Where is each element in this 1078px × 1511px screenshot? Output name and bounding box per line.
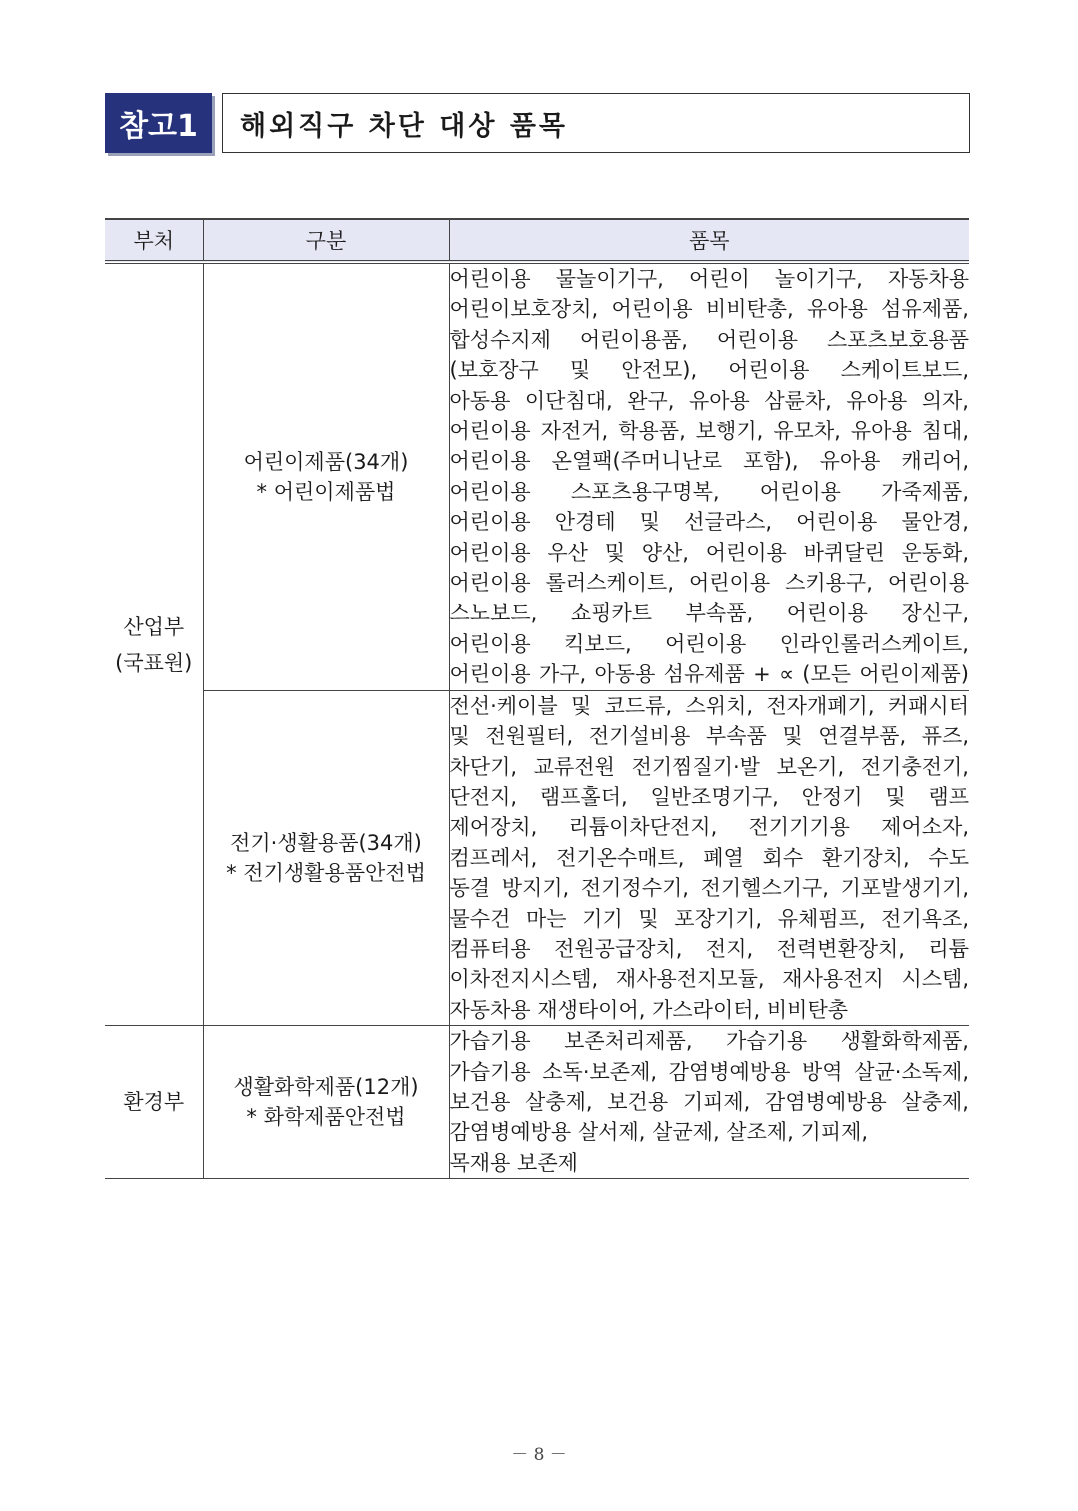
ministry-cell — [105, 1026, 203, 1179]
item-line: 제어장치, 리튬이차단전지, 전기기기용 제어소자, — [449, 815, 969, 840]
ministry-name: 산업부 — [123, 614, 185, 639]
item-line: 어린이용 온열팩(주머니난로 포함), 유아용 캐리어, — [449, 449, 969, 474]
reference-badge: 참고1 — [105, 93, 212, 153]
blocked-items-table — [105, 218, 969, 1179]
item-line: 및 전원필터, 전기설비용 부속품 및 연결부품, 퓨즈, — [449, 724, 969, 749]
item-line: 어린이용 안경테 및 선글라스, 어린이용 물안경, — [449, 510, 969, 535]
table-row — [105, 1026, 969, 1179]
item-line: 합성수지제 어린이용품, 어린이용 스포츠보호용품 — [449, 327, 969, 352]
items-cell — [449, 262, 969, 690]
category-cell — [203, 1026, 449, 1179]
items-cell — [449, 1026, 969, 1179]
item-line: 컴퓨터용 전원공급장치, 전지, 전력변환장치, 리튬 — [449, 936, 969, 961]
item-line: 전선·케이블 및 코드류, 스위치, 전자개폐기, 커패시터 — [449, 693, 969, 718]
item-line: 가습기용 보존처리제품, 가습기용 생활화학제품, — [449, 1029, 969, 1054]
item-line: 어린이용 킥보드, 어린이용 인라인롤러스케이트, — [449, 631, 969, 656]
ministry-name: 환경부 — [123, 1090, 185, 1115]
item-line: 동결 방지기, 전기정수기, 전기헬스기구, 기포발생기기, — [449, 876, 969, 901]
item-line: 이차전지시스템, 재사용전지모듈, 재사용전지 시스템, — [449, 967, 969, 992]
item-line: 목재용 보존제 — [449, 1150, 578, 1175]
ministry-agency: (국표원) — [115, 650, 193, 675]
category-name: 어린이제품(34개) — [243, 449, 409, 474]
category-law: * 전기생활용품안전법 — [226, 860, 426, 885]
category-cell — [203, 690, 449, 1025]
item-line: 스노보드, 쇼핑카트 부속품, 어린이용 장신구, — [449, 601, 969, 626]
item-line: 어린이용 물놀이기구, 어린이 놀이기구, 자동차용 — [449, 267, 969, 291]
item-line: 차단기, 교류전원 전기찜질기·발 보온기, 전기충전기, — [449, 754, 969, 779]
item-line: 단전지, 램프홀더, 일반조명기구, 안정기 및 램프 — [449, 784, 969, 809]
category-law: * 어린이제품법 — [256, 479, 396, 504]
item-line: 어린이용 스포츠용구명복, 어린이용 가죽제품, — [449, 479, 969, 504]
items-cell — [449, 690, 969, 1025]
item-line: 어린이보호장치, 어린이용 비비탄총, 유아용 섬유제품, — [449, 297, 969, 322]
page-number: － 8 － — [511, 1445, 567, 1465]
item-line: 자동차용 재생타이어, 가스라이터, 비비탄총 — [449, 997, 849, 1022]
item-line: 보건용 살충제, 보건용 기피제, 감염병예방용 살충제, — [449, 1089, 969, 1114]
category-name: 전기·생활용품(34개) — [230, 830, 422, 855]
item-line: 어린이용 자전거, 학용품, 보행기, 유모차, 유아용 침대, — [449, 419, 969, 444]
page-header — [105, 93, 970, 153]
category-name: 생활화학제품(12개) — [233, 1075, 419, 1100]
item-line: 어린이용 롤러스케이트, 어린이용 스키용구, 어린이용 — [449, 571, 969, 596]
table-row — [105, 690, 969, 1025]
ministry-cell — [105, 262, 203, 1026]
item-line: 감염병예방용 살서제, 살균제, 살조제, 기피제, — [449, 1120, 869, 1145]
item-line: 어린이용 가구, 아동용 섬유제품 + ∝ (모든 어린이제품) — [449, 662, 969, 687]
item-line: 어린이용 우산 및 양산, 어린이용 바퀴달린 운동화, — [449, 540, 969, 565]
item-line: 물수건 마는 기기 및 포장기기, 유체펌프, 전기욕조, — [449, 906, 969, 931]
page-title: 해외직구 차단 대상 품목 — [222, 93, 970, 153]
category-cell — [203, 262, 449, 690]
category-law: * 화학제품안전법 — [246, 1105, 406, 1130]
item-line: 가습기용 소독·보존제, 감염병예방용 방역 살균·소독제, — [449, 1059, 969, 1084]
item-line: 아동용 이단침대, 완구, 유아용 삼륜차, 유아용 의자, — [449, 388, 969, 413]
column-header-category: 구분 — [203, 219, 449, 262]
column-header-ministry: 부처 — [105, 219, 203, 262]
item-line: 컴프레서, 전기온수매트, 폐열 회수 환기장치, 수도 — [449, 845, 969, 870]
column-header-items: 품목 — [449, 219, 969, 262]
table-row — [105, 262, 969, 690]
item-line: (보호장구 및 안전모), 어린이용 스케이트보드, — [449, 358, 969, 383]
table-header-row — [105, 219, 969, 262]
